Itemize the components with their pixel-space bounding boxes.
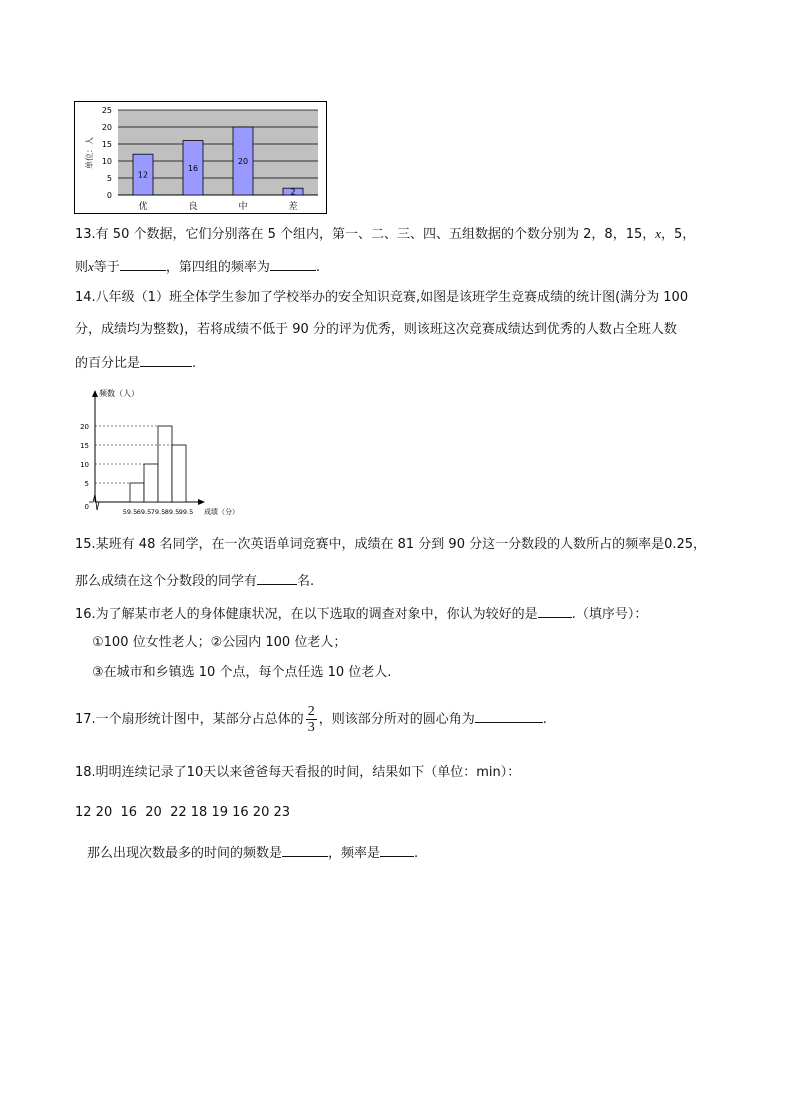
question-13-line2 — [75, 258, 320, 276]
y-tick-label: 15 — [80, 442, 89, 450]
question-16-option-3: ③在城市和乡镇选 10 个点，每个点任选 10 位老人. — [92, 665, 392, 680]
histogram-bar — [172, 445, 186, 502]
q13-text: 则 — [75, 260, 89, 275]
x-tick-label: 良 — [188, 202, 198, 212]
q18-text: 那么出现次数最多的时间的频数是 — [87, 846, 283, 861]
fraction — [306, 704, 317, 735]
answer-blank[interactable] — [270, 258, 316, 271]
q13-var: x — [655, 226, 662, 241]
x-axis-arrow-icon — [198, 499, 205, 505]
question-15-line1: 15.某班有 48 名同学，在一次英语单词竞赛中，成绩在 81 分到 90 分这一分数段的人数所占的频率是0.25， — [75, 537, 707, 552]
question-14-line1: 14.八年级（1）班全体学生参加了学校举办的安全知识竞赛,如图是该班学生竞赛成绩的统计图(满分为 100 — [75, 290, 689, 305]
y-tick-label: 0 — [106, 191, 112, 200]
x-tick-label: 差 — [288, 202, 298, 212]
answer-blank[interactable] — [538, 605, 572, 618]
histogram-bar — [130, 483, 144, 502]
question-14-line2: 分，成绩均为整数)，若将成绩不低于 90 分的评为优秀，则该班这次竞赛成绩达到优秀的人数占全班人数 — [75, 322, 677, 337]
y-tick-label: 0 — [84, 503, 89, 511]
x-tick-label: 79.5 — [150, 508, 166, 516]
q17-text: ，则该部分所对的圆心角为 — [318, 712, 475, 727]
question-15-line2 — [75, 572, 314, 590]
histogram-bar — [158, 426, 172, 502]
fraction-numerator: 2 — [307, 704, 315, 719]
q13-text: 13.有 50 个数据，它们分别落在 5 个组内，第一、二、三、四、五组数据的个数分别为 2，8，15， — [75, 227, 656, 242]
y-axis-arrow-icon — [92, 390, 98, 397]
q13-text-end: ，5， — [661, 227, 696, 242]
histogram-bar — [144, 464, 158, 502]
answer-blank[interactable] — [257, 572, 297, 585]
bar-value-label: 16 — [187, 163, 199, 173]
x-axis-label: 成绩（分） — [204, 508, 239, 516]
bar-value-label: 12 — [137, 170, 149, 180]
y-tick-label: 5 — [84, 480, 89, 488]
q17-text: 17.一个扇形统计图中，某部分占总体的 — [75, 712, 304, 727]
question-14-line3 — [75, 354, 196, 372]
x-tick-label: 89.5 — [164, 508, 180, 516]
x-tick-label: 69.5 — [136, 508, 152, 516]
x-tick-label: 99.5 — [178, 508, 194, 516]
y-tick-label: 20 — [101, 123, 112, 132]
x-tick-label: 优 — [138, 202, 148, 212]
answer-blank[interactable] — [120, 258, 166, 271]
y-axis-label: 频数（人） — [99, 389, 139, 398]
q15-text: 那么成绩在这个分数段的同学有 — [75, 574, 258, 589]
q13-text: ，第四组的频率为 — [165, 260, 270, 275]
answer-blank[interactable] — [380, 844, 414, 857]
bar-value-label: 2 — [290, 187, 296, 197]
q13-text: . — [315, 260, 320, 275]
q14-text: 的百分比是 — [75, 356, 141, 371]
q17-text: . — [542, 712, 547, 727]
answer-blank[interactable] — [282, 844, 328, 857]
question-18-line3 — [87, 844, 418, 862]
y-tick-label: 10 — [80, 461, 89, 469]
answer-blank[interactable] — [475, 710, 543, 723]
answer-blank[interactable] — [140, 354, 192, 367]
bar-value-label: 20 — [237, 157, 249, 166]
x-tick-label: 中 — [238, 202, 248, 212]
question-17 — [75, 704, 547, 736]
question-13-line1 — [75, 226, 695, 243]
y-tick-label: 10 — [101, 157, 112, 166]
y-tick-label: 20 — [80, 423, 89, 431]
q18-text: . — [414, 846, 419, 861]
y-tick-label: 25 — [101, 106, 112, 115]
y-axis-label: 单位：人 — [85, 137, 94, 169]
y-tick-label: 15 — [101, 140, 112, 149]
q15-text: 名. — [297, 574, 315, 589]
question-18-data: 12 20 16 20 22 18 19 16 20 23 — [75, 805, 291, 820]
question-16-line1 — [75, 605, 647, 623]
y-tick-label: 5 — [106, 174, 112, 183]
q13-text: 等于 — [93, 260, 120, 275]
q13-var: x — [88, 259, 94, 274]
q14-text: . — [192, 356, 197, 371]
q18-text: ，频率是 — [328, 846, 381, 861]
question-16-option-1-2: ①100 位女性老人；②公园内 100 位老人； — [92, 635, 347, 650]
q16-text: 16.为了解某市老人的身体健康状况，在以下选取的调查对象中，你认为较好的是 — [75, 607, 538, 622]
histogram-scores — [78, 384, 258, 518]
axis-break-icon — [89, 494, 103, 510]
bar-chart-grades — [74, 101, 327, 214]
x-tick-label: 59.5 — [122, 508, 138, 516]
q16-text: .（填序号）： — [571, 607, 648, 622]
question-18-line1: 18.明明连续记录了10天以来爸爸每天看报的时间，结果如下（单位：min）： — [75, 765, 521, 780]
fraction-denominator: 3 — [307, 720, 315, 735]
